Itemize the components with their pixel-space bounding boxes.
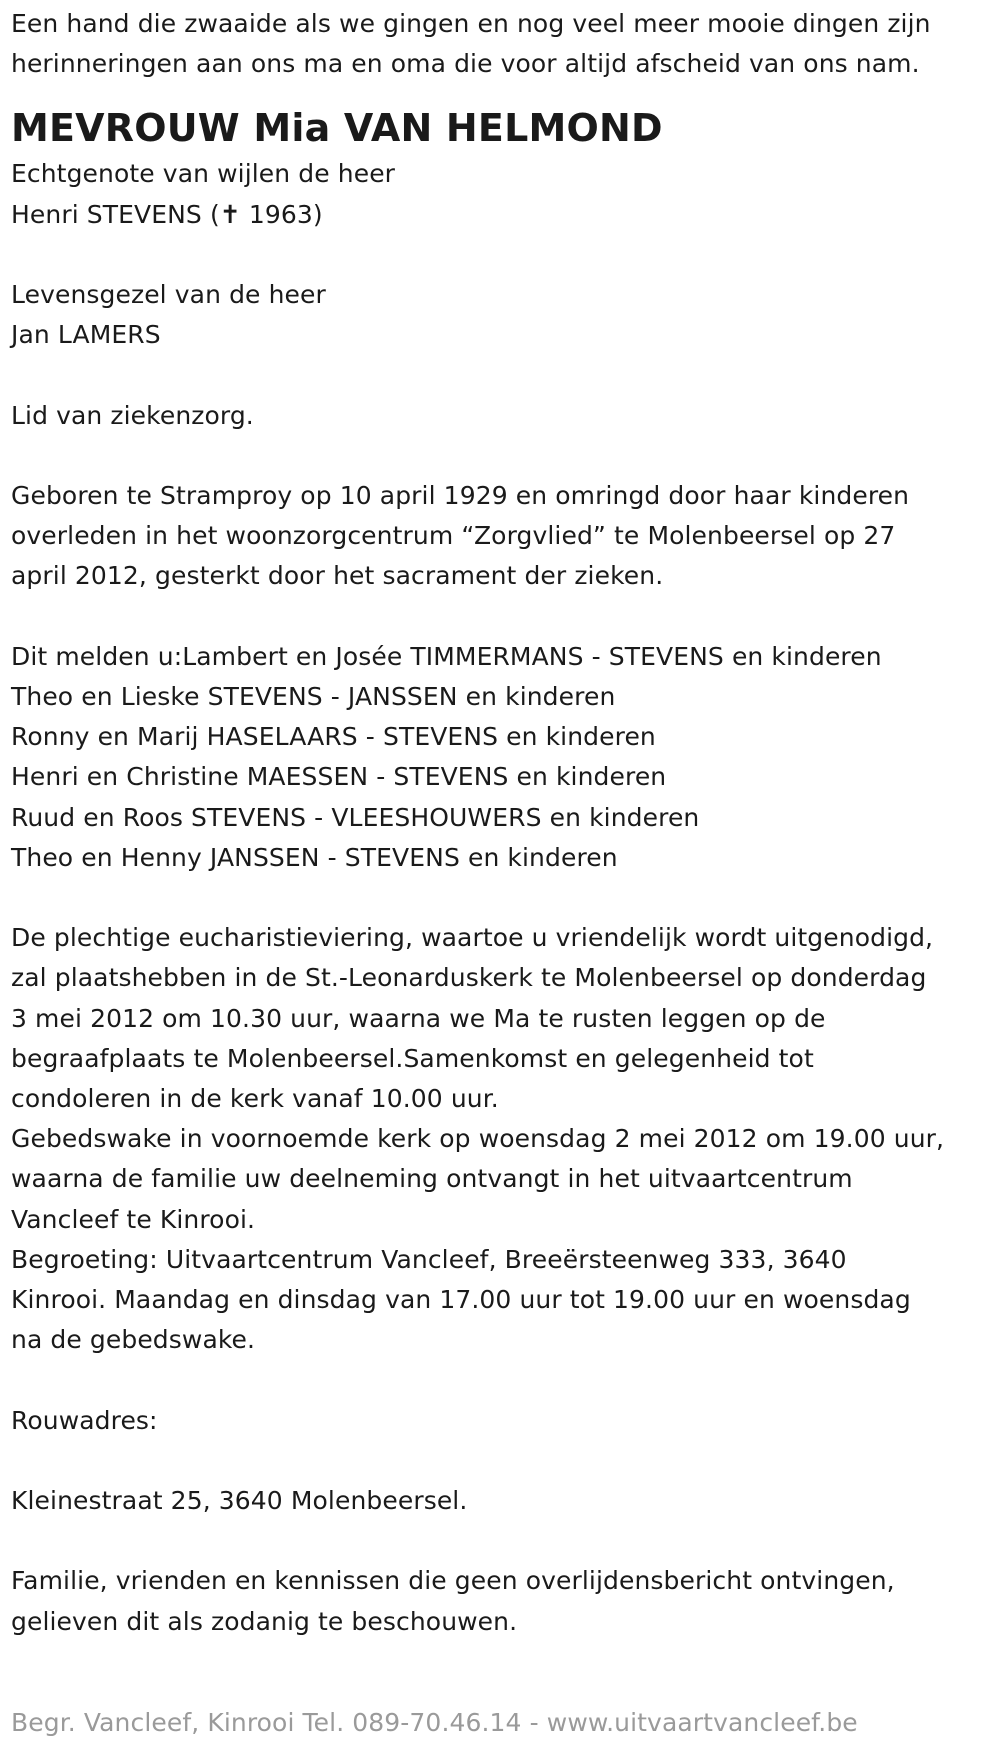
ceremony-line-1: De plechtige eucharistieviering, waartoe u vriendelijk wordt uitgenodigd, xyxy=(11,923,934,953)
ceremony-line-6: Gebedswake in voornoemde kerk op woensdag 2 mei 2012 om 19.00 uur, xyxy=(11,1124,945,1154)
ceremony-line-4: begraafplaats te Molenbeersel.Samenkomst en gelegenheid tot xyxy=(11,1043,814,1073)
family-line-2: Theo en Lieske STEVENS - JANSSEN en kinderen xyxy=(11,681,616,711)
funeral-home-footer: Begr. Vancleef, Kinrooi Tel. 089-70.46.14 - www.uitvaartvancleef.be xyxy=(11,1708,858,1737)
birth-death-line-2: overleden in het woonzorgcentrum “Zorgvlied” te Molenbeersel op 27 xyxy=(11,521,896,551)
birth-death-line-1: Geboren te Stramproy op 10 april 1929 en omringd door haar kinderen xyxy=(11,480,910,510)
spacer xyxy=(11,355,996,395)
ceremony-line-7: waarna de familie uw deelneming ontvangt in het uitvaartcentrum xyxy=(11,1164,853,1194)
mourning-address: Kleinestraat 25, 3640 Molenbeersel. xyxy=(11,1486,468,1515)
spacer xyxy=(11,1441,996,1481)
deceased-name: MEVROUW Mia VAN HELMOND xyxy=(11,106,663,151)
spacer xyxy=(11,436,996,476)
spacer xyxy=(11,235,996,275)
mourning-address-label: Rouwadres: xyxy=(11,1405,158,1435)
spacer xyxy=(11,878,996,918)
ceremony-line-10: Kinrooi. Maandag en dinsdag van 17.00 uur tot 19.00 uur en woensdag xyxy=(11,1285,911,1315)
family-line-1: Dit melden u:Lambert en Josée TIMMERMANS - STEVENS en kinderen xyxy=(11,641,882,671)
ceremony-line-3: 3 mei 2012 om 10.30 uur, waarna we Ma te rusten leggen op de xyxy=(11,1003,826,1033)
ceremony-line-8: Vancleef te Kinrooi. xyxy=(11,1204,256,1234)
closing-line-2: gelieven dit als zodanig te beschouwen. xyxy=(11,1606,518,1636)
intro-line-2: herinneringen aan ons ma en oma die voor altijd afscheid van ons nam. xyxy=(11,49,920,79)
family-line-4: Henri en Christine MAESSEN - STEVENS en kinderen xyxy=(11,762,667,792)
birth-death-line-3: april 2012, gesterkt door het sacrament der zieken. xyxy=(11,561,664,591)
partner-line-1: Levensgezel van de heer xyxy=(11,280,326,309)
spacer xyxy=(11,1521,996,1561)
spacer xyxy=(11,84,996,102)
partner-line-2: Jan LAMERS xyxy=(11,320,161,350)
spacer xyxy=(11,1360,996,1400)
ceremony-line-11: na de gebedswake. xyxy=(11,1325,256,1355)
closing-line-1: Familie, vrienden en kennissen die geen overlijdensbericht ontvingen, xyxy=(11,1566,895,1596)
spacer xyxy=(11,597,996,637)
ceremony-line-2: zal plaatshebben in de St.-Leonarduskerk te Molenbeersel op donderdag xyxy=(11,963,927,993)
family-line-6: Theo en Henny JANSSEN - STEVENS en kinderen xyxy=(11,842,618,872)
ceremony-line-9: Begroeting: Uitvaartcentrum Vancleef, Breeërsteenweg 333, 3640 xyxy=(11,1244,847,1274)
intro-line-1: Een hand die zwaaide als we gingen en nog veel meer mooie dingen zijn xyxy=(11,9,931,38)
family-line-3: Ronny en Marij HASELAARS - STEVENS en kinderen xyxy=(11,722,656,752)
membership: Lid van ziekenzorg. xyxy=(11,400,254,430)
ceremony-line-5: condoleren in de kerk vanaf 10.00 uur. xyxy=(11,1084,499,1113)
spouse-line-1: Echtgenote van wijlen de heer xyxy=(11,159,396,189)
obituary-notice xyxy=(11,4,996,1642)
spouse-line-2: Henri STEVENS (✝ 1963) xyxy=(11,199,323,229)
family-line-5: Ruud en Roos STEVENS - VLEESHOUWERS en kinderen xyxy=(11,802,700,832)
